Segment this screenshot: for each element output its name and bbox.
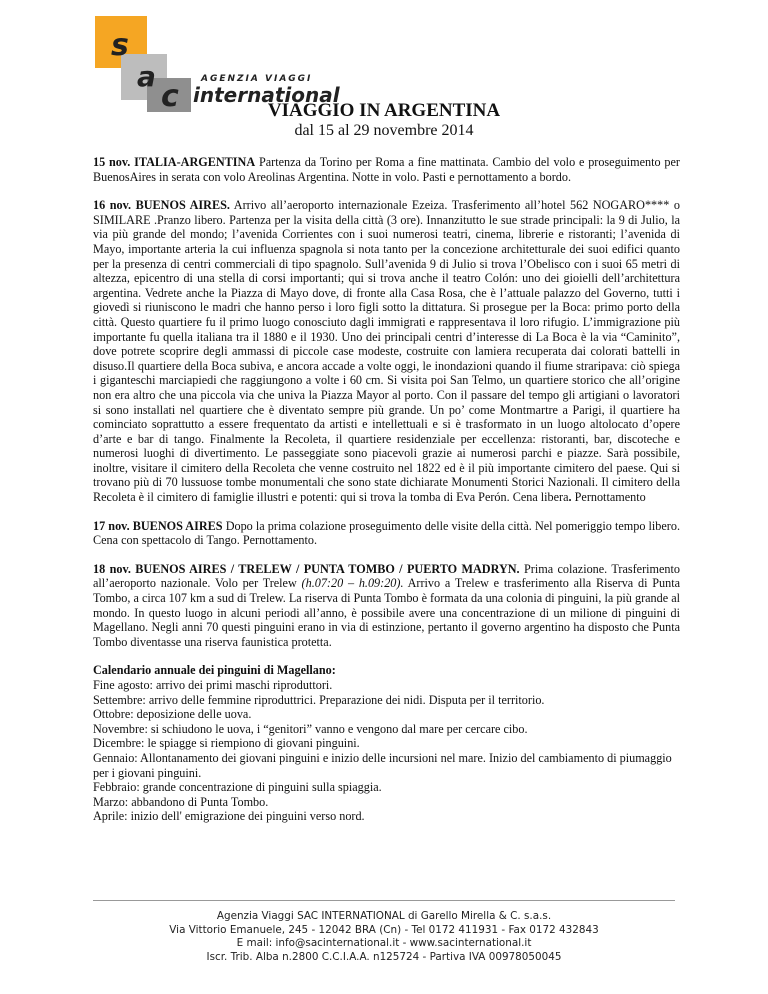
flight-times: (h.07:20 – h.09:20). xyxy=(301,576,404,591)
logo-tagline: AGENZIA VIAGGI xyxy=(201,74,313,84)
footer xyxy=(62,910,706,964)
footer-registration: Iscr. Trib. Alba n.2800 C.C.I.A.A. n125724 - Partiva IVA 00978050045 xyxy=(206,950,562,963)
day-paragraph xyxy=(93,198,680,504)
day-text-bold: . xyxy=(568,490,572,505)
footer-company: Agenzia Viaggi SAC INTERNATIONAL di Garello Mirella & C. s.a.s. xyxy=(216,910,552,922)
calendar-line: Settembre: arrivo delle femmine riproduttrici. Preparazione dei nidi. Disputa per il territorio. xyxy=(93,692,545,707)
document-title: VIAGGIO IN ARGENTINA xyxy=(267,100,501,121)
calendar-title: Calendario annuale dei pinguini di Magellano: xyxy=(93,663,336,678)
day-heading: 17 nov. BUENOS AIRES xyxy=(93,518,223,533)
calendar-line: Ottobre: deposizione delle uova. xyxy=(93,707,252,722)
day-heading: 15 nov. ITALIA-ARGENTINA xyxy=(93,155,256,169)
footer-divider xyxy=(93,900,675,901)
calendar-line: Aprile: inizio dell' emigrazione dei pinguini verso nord. xyxy=(93,809,365,824)
calendar-line: Novembre: si schiudono le uova, i “genitori” vanno e vengono dal mare per cercare cibo. xyxy=(93,721,528,736)
logo-letter-a: a xyxy=(137,60,156,93)
day-text: Arrivo a Trelew e trasferimento alla Riserva di Punta Tombo, a circa 107 km a sud di Trelew. La riserva di Punta Tombo è formata da una colonia di pinguini, la più grande al mondo. In questo luogo in alcuni periodi all’anno, è possibile avere una concentrazione di un milione di pinguini di Magellano. Negli anni 70 questi pinguini erano in via di estinzione, pertanto il governo argentino ha disposto che Punta Tombo diventasse una riserva faunistica protetta. xyxy=(93,576,680,649)
footer-address: Via Vittorio Emanuele, 245 - 12042 BRA (Cn) - Tel 0172 411931 - Fax 0172 432843 xyxy=(169,923,599,936)
calendar-line: Fine agosto: arrivo dei primi maschi riproduttori. xyxy=(93,678,333,692)
day-paragraph xyxy=(93,562,680,650)
logo-name: international xyxy=(193,83,340,107)
day-paragraph xyxy=(93,519,680,548)
logo-letter-s: s xyxy=(111,28,129,63)
day-text: Partenza da Torino per Roma a fine mattinata. Cambio del volo e proseguimento per BuenosAires in serata con volo Areolinas Argentina. Notte in volo. Pasti e pernottamento a bordo. xyxy=(93,155,680,184)
day-heading: 16 nov. BUENOS AIRES. xyxy=(93,198,230,213)
day-paragraph xyxy=(93,155,680,184)
document-subtitle: dal 15 al 29 novembre 2014 xyxy=(294,122,474,139)
day-text: Dopo la prima colazione proseguimento delle visite della città. Nel pomeriggio tempo libero. Cena con spettacolo di Tango. Pernottamento. xyxy=(93,518,681,548)
calendar-line: Gennaio: Allontanamento dei giovani pinguini e inizio delle incursioni nel mare. Inizio del cambiamento di piumaggio per i giovani pinguini. xyxy=(93,750,672,780)
logo-letter-c: c xyxy=(161,79,179,114)
day-text: Prima colazione. Trasferimento all’aeroporto nazionale. Volo per Trelew xyxy=(93,561,680,591)
agency-logo xyxy=(95,16,340,114)
penguin-calendar xyxy=(93,663,680,824)
calendar-line: Dicembre: le spiagge si riempiono di giovani pinguini. xyxy=(93,736,360,751)
day-heading: 18 nov. BUENOS AIRES / TRELEW / PUNTA TOMBO / PUERTO MADRYN. xyxy=(93,561,520,576)
day-text-tail: Pernottamento xyxy=(571,490,646,505)
calendar-line: Marzo: abbandono di Punta Tombo. xyxy=(93,794,269,809)
footer-contacts: E mail: info@sacinternational.it - www.sacinternational.it xyxy=(236,937,532,950)
calendar-line: Febbraio: grande concentrazione di pinguini sulla spiaggia. xyxy=(93,780,382,795)
itinerary-body xyxy=(93,155,680,838)
day-text: Arrivo all’aeroporto internazionale Ezeiza. Trasferimento all’hotel 562 NOGARO**** o SIMILARE .Pranzo libero. Partenza per la visita della città (3 ore). Innanzitutto le sue strade principali: la 9 di Julio, la via più grande del mondo; l’avenida Corrientes con i suoi numerosi teatri, cinema, librerie e ristoranti; l’avenida di Mayo, importante arteria la cui influenza spagnola si nota tanto per la concezione architetturale dei suoi edifici quanto per la presenza di centri commerciali di tipo spagnolo. Sull’avenida 9 di Julio si trova l’Obelisco con i suoi 65 metri di altezza, epicentro di una stella di corsi importanti; qui si trova anche il teatro Colón: uno dei gioielli dell’architettura argentina. Vedrete anche la Piazza di Mayo dove, di fronte alla Casa Rosa, che è l’attuale palazzo del Governo, tutti i giovedì si riuniscono le madri che hanno perso i loro figli sotto la dittatura. Si prosegue per la Boca: primo porto della città. Questo quartiere fu il primo luogo conosciuto dagli immigrati e rappresentava il loro rifugio. L’immigrazione più importante fu quella italiana tra il 1880 e il 1930. Uno dei principali centri d’interesse di La Boca è la via “Caminito”, dove potrete scoprire degli ammassi di piccole case modeste, costruite con lamiera recuperata dai colorati battelli in disuso.Il quartiere della Boca subiva, e ancora accade a volte oggi, le inondazioni quando il fiume straripava: ciò spiega i giganteschi marciapiedi che raggiungono a volte i 60 cm. Si visita poi San Telmo, un quartiere storico che all’origine non era altro che una piccola via che univa la Piazza Mayor al porto. Con il passare del tempo gli artigiani o lavoratori si sono installati nel quartiere che è diventato sempre più grande. Un po’ come Montmartre a Parigi, il quartiere ha cominciato soprattutto a essere frequentato da artisti e intellettuali e si è trasformato in un luogo altolocato d’opere d’arte e bar di tango. Finalmente la Recoleta, il quartiere residenziale per eccellenza: ristoranti, bar, discoteche e numerosi luoghi di divertimento. Le passeggiate sono piacevoli grazie ai numerosi parchi e piazze. Sarà possibile, inoltre, visitare il cimitero della Recoleta che venne costruito nel 1822 ed è il più importante cimitero del paese. Qui si trovano più di 70 lussuose tombe monumentali che sono state dichiarate Monumenti Storici Nazionali. Il cimitero della Recoleta è il cimitero di famiglie illustri e potenti: qui si trova la tomba di Eva Perón. Cena libera xyxy=(93,198,680,505)
